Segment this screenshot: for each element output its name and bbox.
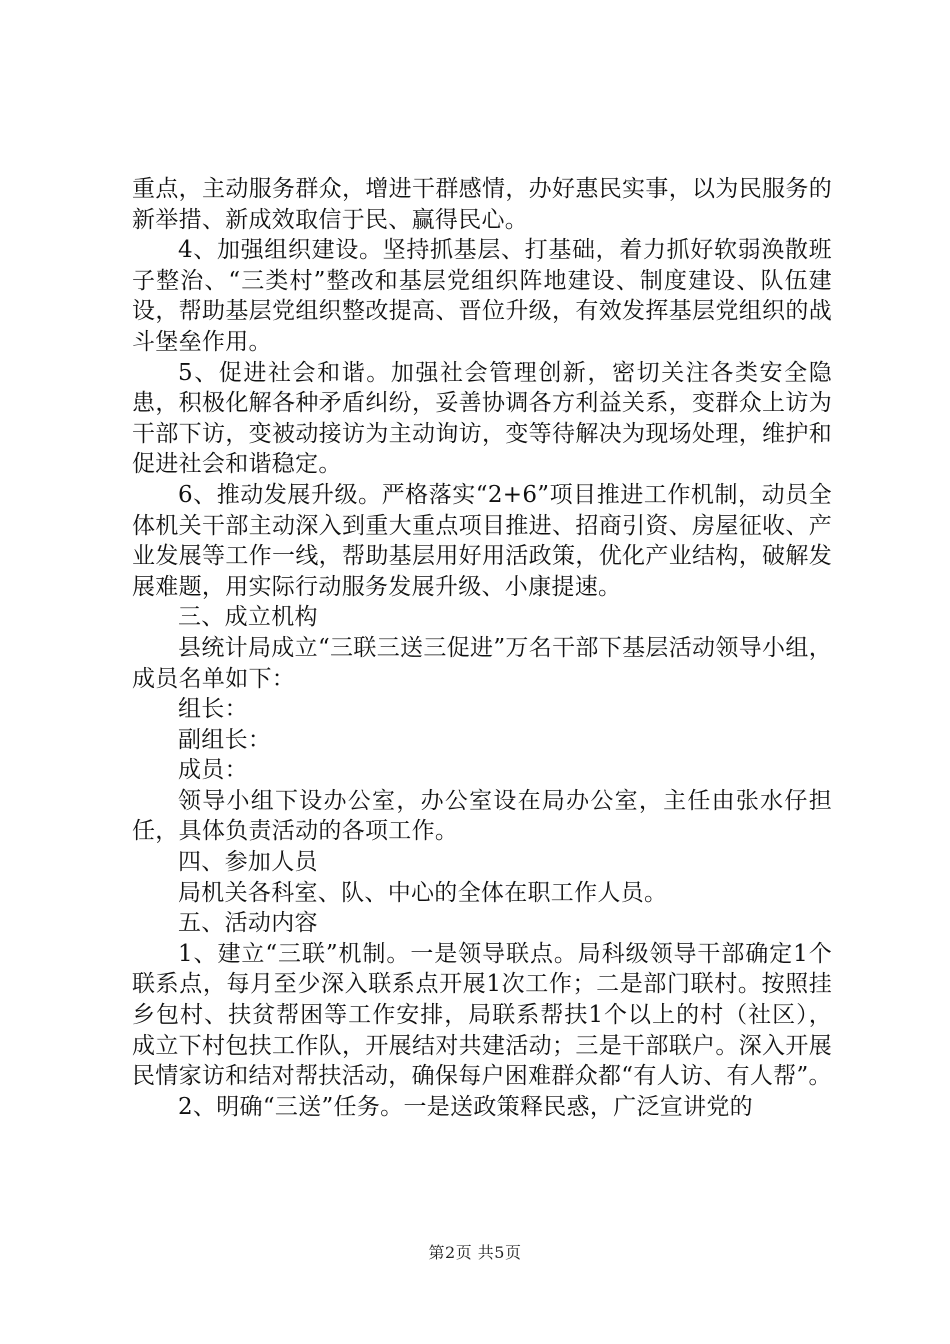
paragraph-1: 重点，主动服务群众，增进干群感情，办好惠民实事，以为民服务的新举措、新成效取信于民、赢得民心。 xyxy=(132,176,832,233)
members-label: 成员： xyxy=(178,757,248,784)
document-body xyxy=(132,174,832,1122)
paragraph-6: 领导小组下设办公室，办公室设在局办公室，主任由张水仔担任，具体负责活动的各项工作。 xyxy=(132,787,832,845)
paragraph-4: 6、推动发展升级。严格落实“2+6”项目推进工作机制，动员全体机关干部主动深入到重大重点项目推进、招商引资、房屋征收、产业发展等工作一线，帮助基层用好用活政策，优化产业结构，破解发展难题，用实际行动服务发展升级、小康提速。 xyxy=(132,481,832,600)
paragraph-2: 4、加强组织建设。坚持抓基层、打基础，着力抓好软弱涣散班子整治、“三类村”整改和基层党组织阵地建设、制度建设、队伍建设，帮助基层党组织整改提高、晋位升级，有效发挥基层党组织的战斗堡垒作用。 xyxy=(132,237,832,355)
deputy-leader-label: 副组长： xyxy=(178,726,272,753)
section-heading-3: 三、成立机构 xyxy=(178,604,318,631)
section-heading-4: 四、参加人员 xyxy=(178,849,318,876)
paragraph-8: 1、建立“三联”机制。一是领导联点。局科级领导干部确定1个联系点，每月至少深入联系点开展1次工作；二是部门联村。按照挂乡包村、扶贫帮困等工作安排，局联系帮扶1个以上的村（社区），成立下村包扶工作队，开展结对共建活动；三是干部联户。深入开展民情家访和结对帮扶活动，确保每户困难群众都“有人访、有人帮”。 xyxy=(132,940,832,1090)
section-heading-5: 五、活动内容 xyxy=(178,910,318,937)
paragraph-7: 局机关各科室、队、中心的全体在职工作人员。 xyxy=(178,879,668,906)
page-footer: 第2页 共5页 xyxy=(428,1243,522,1262)
paragraph-9: 2、明确“三送”任务。一是送政策释民惑，广泛宣讲党的 xyxy=(178,1093,753,1120)
paragraph-5: 县统计局成立“三联三送三促进”万名干部下基层活动领导小组，成员名单如下： xyxy=(132,634,832,692)
leader-label: 组长： xyxy=(178,696,248,723)
paragraph-3: 5、促进社会和谐。加强社会管理创新，密切关注各类安全隐患，积极化解各种矛盾纠纷，妥善协调各方利益关系，变群众上访为干部下访，变被动接访为主动询访，变等待解决为现场处理，维护和促进社会和谐稳定。 xyxy=(132,359,832,478)
